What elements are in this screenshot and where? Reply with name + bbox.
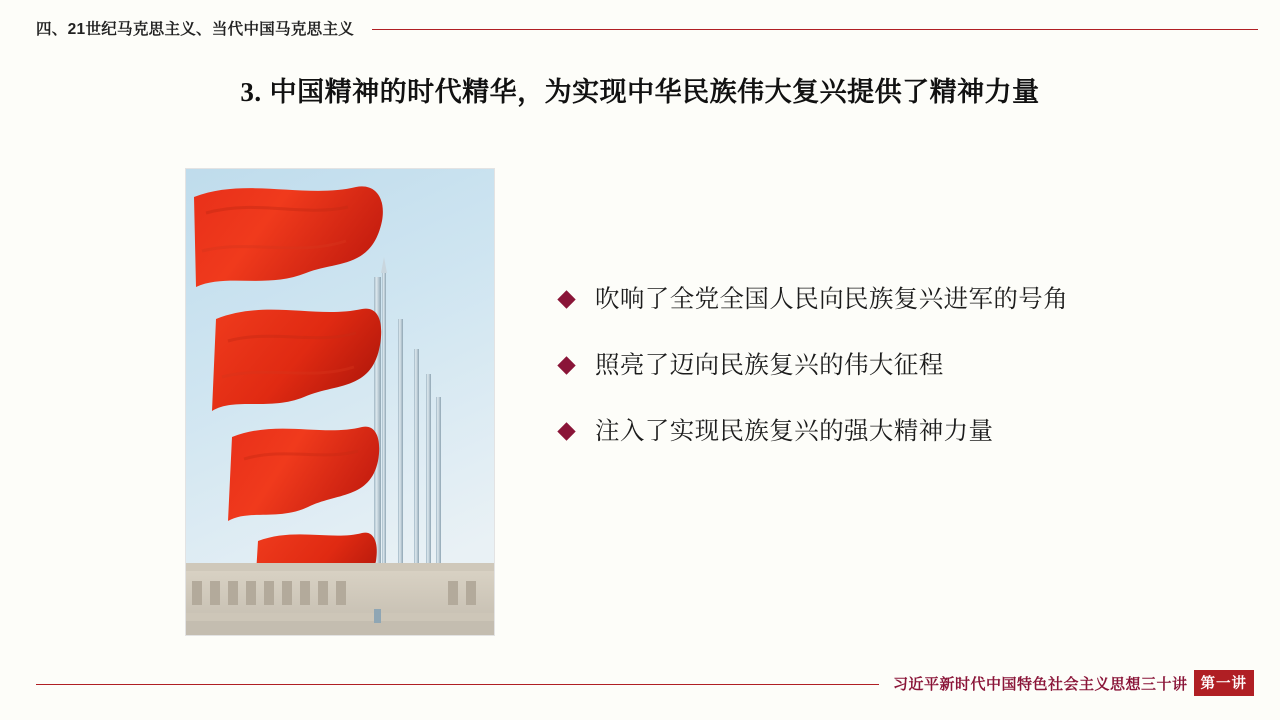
header-divider xyxy=(372,29,1258,30)
list-item-label: 吹响了全党全国人民向民族复兴进军的号角 xyxy=(595,286,1069,313)
slide-header xyxy=(0,14,1280,42)
page-title xyxy=(0,70,1280,109)
diamond-bullet-icon xyxy=(557,356,575,374)
slide-footer xyxy=(0,668,1280,698)
list-item xyxy=(560,350,1220,382)
list-item xyxy=(560,416,1220,448)
section-label: 四、21世纪马克思主义、当代中国马克思主义 xyxy=(36,21,355,38)
footer-series-title: 习近平新时代中国特色社会主义思想三十讲 xyxy=(892,675,1188,693)
list-item xyxy=(560,284,1220,316)
photo-graphic xyxy=(186,169,494,635)
bullet-list xyxy=(560,284,1220,448)
footer-lecture-badge: 第一讲 xyxy=(1194,670,1255,696)
list-item-label: 注入了实现民族复兴的强大精神力量 xyxy=(595,417,994,445)
diamond-bullet-icon xyxy=(557,422,575,440)
title-text: 中国精神的时代精华，为实现中华民族伟大复兴提供了精神力量 xyxy=(269,77,1040,107)
red-flags-tiananmen-photo xyxy=(185,168,495,636)
footer-divider xyxy=(36,684,879,685)
list-item-label: 照亮了迈向民族复兴的伟大征程 xyxy=(595,351,944,379)
diamond-bullet-icon xyxy=(557,290,575,308)
title-number: 3. xyxy=(240,77,262,107)
